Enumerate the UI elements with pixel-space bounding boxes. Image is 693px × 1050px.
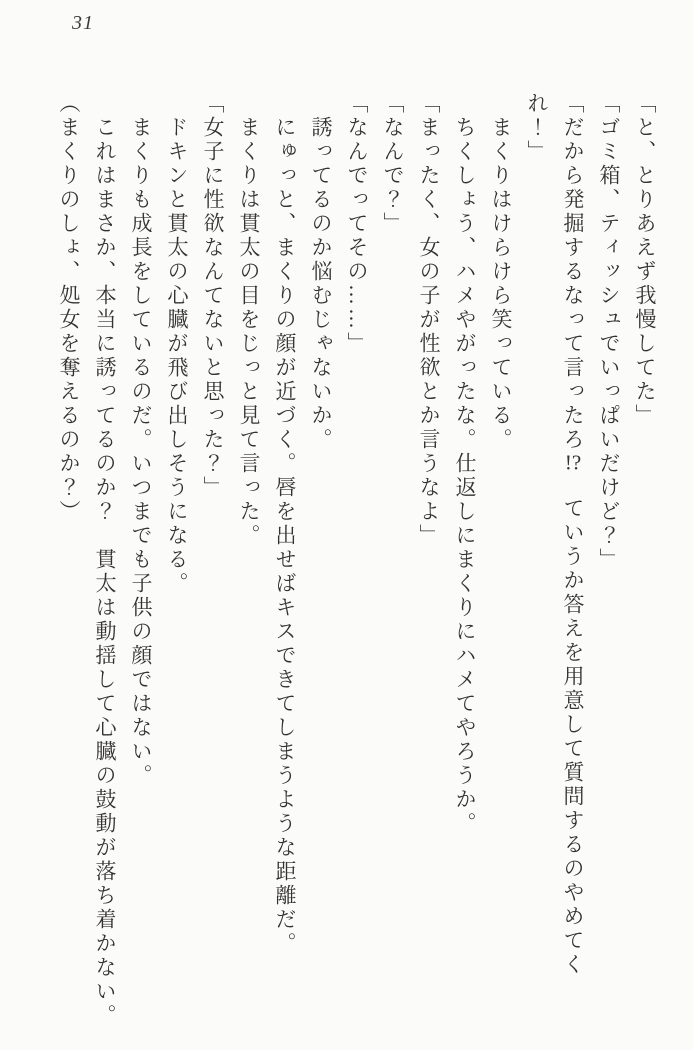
text-line: 「ゴミ箱、ティッシュでいっぱいだけど？」 [597, 92, 621, 572]
text-line: 「女子に性欲なんてないと思った？」 [201, 92, 225, 500]
text-line: まくりも成長をしているのだ。いつまでも子供の顔ではない。 [129, 92, 153, 788]
page-number: 31 [72, 12, 94, 34]
text-block [51, 92, 663, 1042]
text-line: れ！」 [525, 92, 549, 164]
text-line: 「だから発掘するなって言ったろ!? ていうか答えを用意して質問するのやめてく [561, 92, 585, 977]
text-line: まくりはけらけら笑っている。 [489, 92, 513, 452]
text-line: 「なんでってその……」 [345, 92, 369, 356]
text-line: 誘ってるのか悩むじゃないか。 [309, 92, 333, 452]
text-line: これはまさか、本当に誘ってるのか？ 貫太は動揺して心臓の鼓動が落ち着かない。 [93, 92, 117, 1028]
text-line: にゅっと、まくりの顔が近づく。唇を出せばキスできてしまうような距離だ。 [273, 92, 297, 956]
text-line: （まくりのしょ、処女を奪えるのか？） [57, 92, 81, 524]
text-line: ドキンと貫太の心臓が飛び出しそうになる。 [165, 92, 189, 596]
text-line: 「なんで？」 [381, 92, 405, 236]
text-line: 「まったく、女の子が性欲とか言うなよ」 [417, 92, 441, 548]
text-line: まくりは貫太の目をじっと見て言った。 [237, 92, 261, 548]
text-line: ちくしょう、ハメやがったな。仕返しにまくりにハメてやろうか。 [453, 92, 477, 836]
text-line: 「と、とりあえず我慢してた」 [633, 92, 657, 428]
